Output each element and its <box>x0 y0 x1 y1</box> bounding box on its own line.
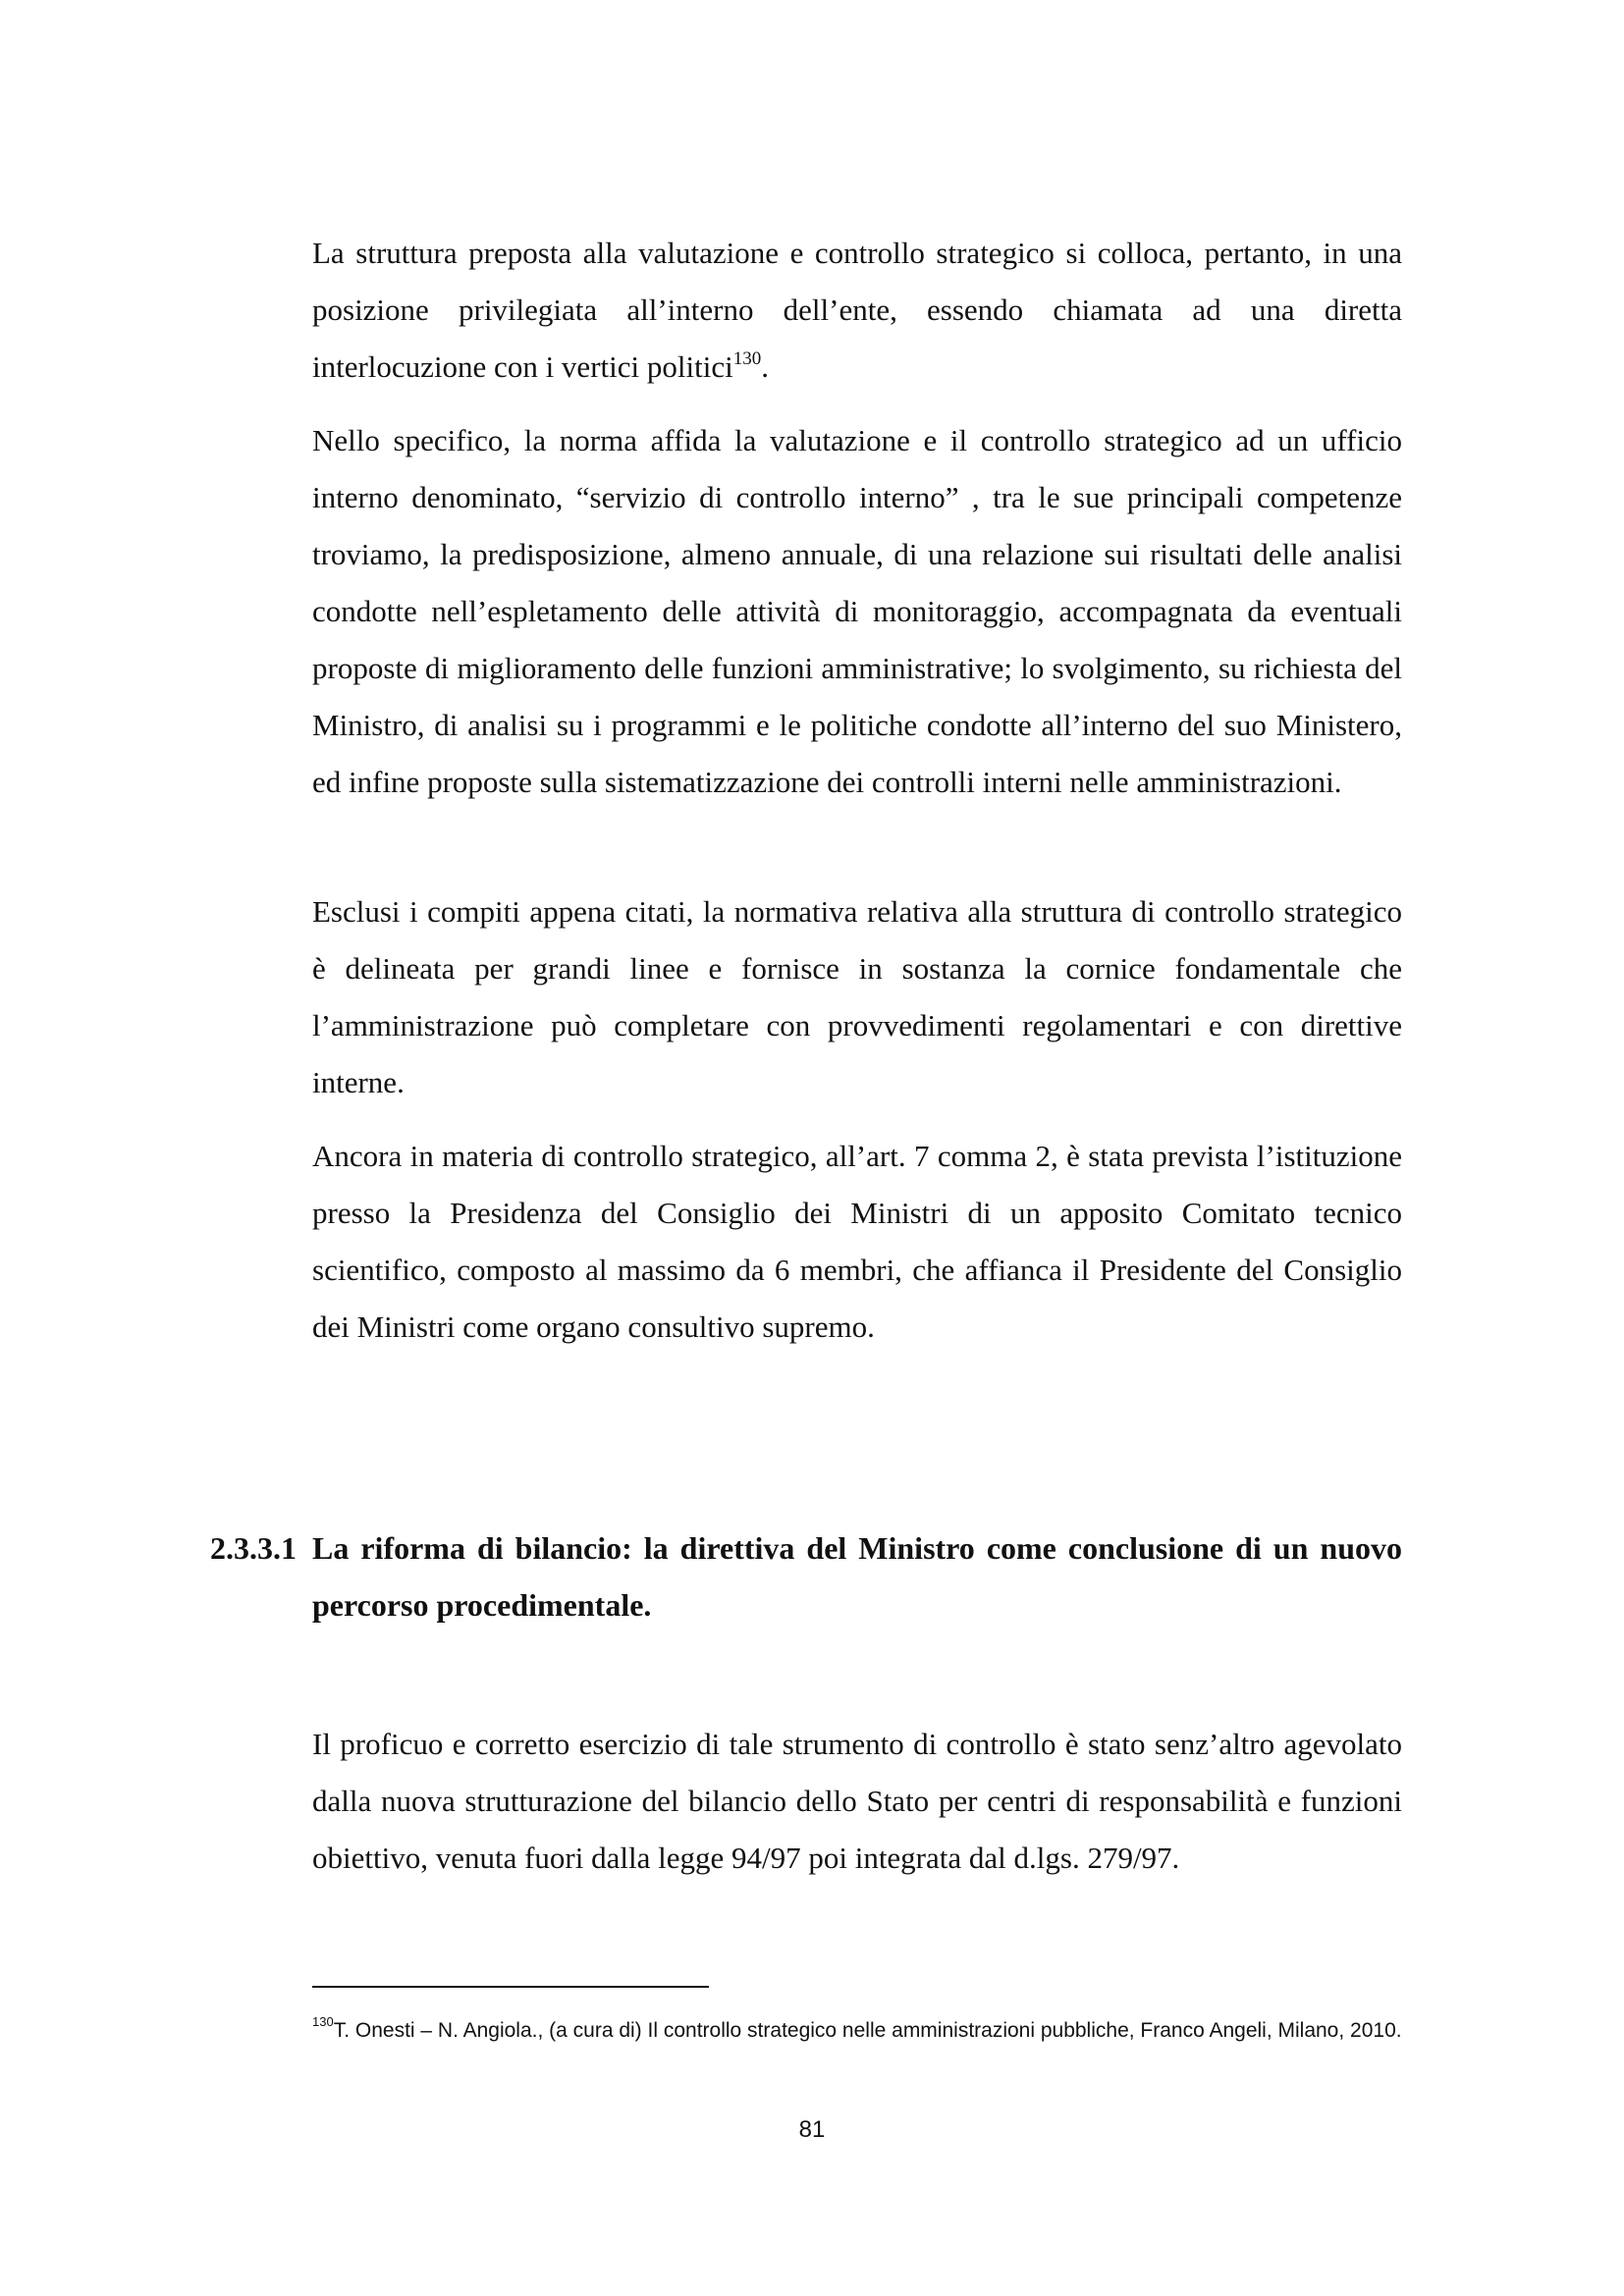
footnote-text: T. Onesti – N. Angiola., (a cura di) Il controllo strategico nelle amministrazioni pubbliche, Franco Angeli, Milano, 2010. <box>333 2019 1402 2042</box>
paragraph-end: . <box>761 349 769 384</box>
body-paragraph-2: Nello specifico, la norma affida la valutazione e il controllo strategico ad un ufficio interno denominato, “servizio di controllo interno” , tra le sue principali competenze troviamo, la predisposizione, almeno annuale, di una relazione sui risultati delle analisi condotte nell’espletamento delle attività di monitoraggio, accompagnata da eventuali proposte di miglioramento delle funzioni amministrative; lo svolgimento, su richiesta del Ministro, di analisi su i programmi e le politiche condotte all’interno del suo Ministero, ed infine proposte sulla sistematizzazione dei controlli interni nelle amministrazioni. <box>312 423 1402 799</box>
section-heading <box>210 1520 1402 1633</box>
body-paragraph-1 <box>312 225 1402 396</box>
section-number: 2.3.3.1 <box>210 1530 297 1566</box>
paragraph-text: La struttura preposta alla valutazione e controllo strategico si colloca, pertanto, in una posizione privilegiata all’interno dell’ente, essendo chiamata ad una diretta interlocuzione con i vertici politici <box>312 236 1402 384</box>
body-paragraph-4: Ancora in materia di controllo strategico, all’art. 7 comma 2, è stata prevista l’istituzione presso la Presidenza del Consiglio dei Ministri di un apposito Comitato tecnico scientifico, composto al massimo da 6 membri, che affianca il Presidente del Consiglio dei Ministri come organo consultivo supremo. <box>312 1139 1402 1344</box>
footnote-divider <box>312 1986 709 1988</box>
footnote-reference[interactable]: 130 <box>732 347 762 369</box>
body-paragraph-5: Il proficuo e corretto esercizio di tale strumento di controllo è stato senz’altro agevolato dalla nuova strutturazione del bilancio dello Stato per centri di responsabilità e funzioni obiettivo, venuta fuori dalla legge 94/97 poi integrata dal d.lgs. 279/97. <box>312 1727 1402 1875</box>
footnote-number: 130 <box>312 2014 334 2029</box>
section-title: La riforma di bilancio: la direttiva del Ministro come conclusione di un nuovo percorso procedimentale. <box>312 1530 1402 1623</box>
page-number: 81 <box>798 2116 826 2143</box>
footnote <box>312 2014 1402 2048</box>
body-paragraph-3: Esclusi i compiti appena citati, la normativa relativa alla struttura di controllo strategico è delineata per grandi linee e fornisce in sostanza la cornice fondamentale che l’amministrazione può completare con provvedimenti regolamentari e con direttive interne. <box>312 894 1402 1099</box>
